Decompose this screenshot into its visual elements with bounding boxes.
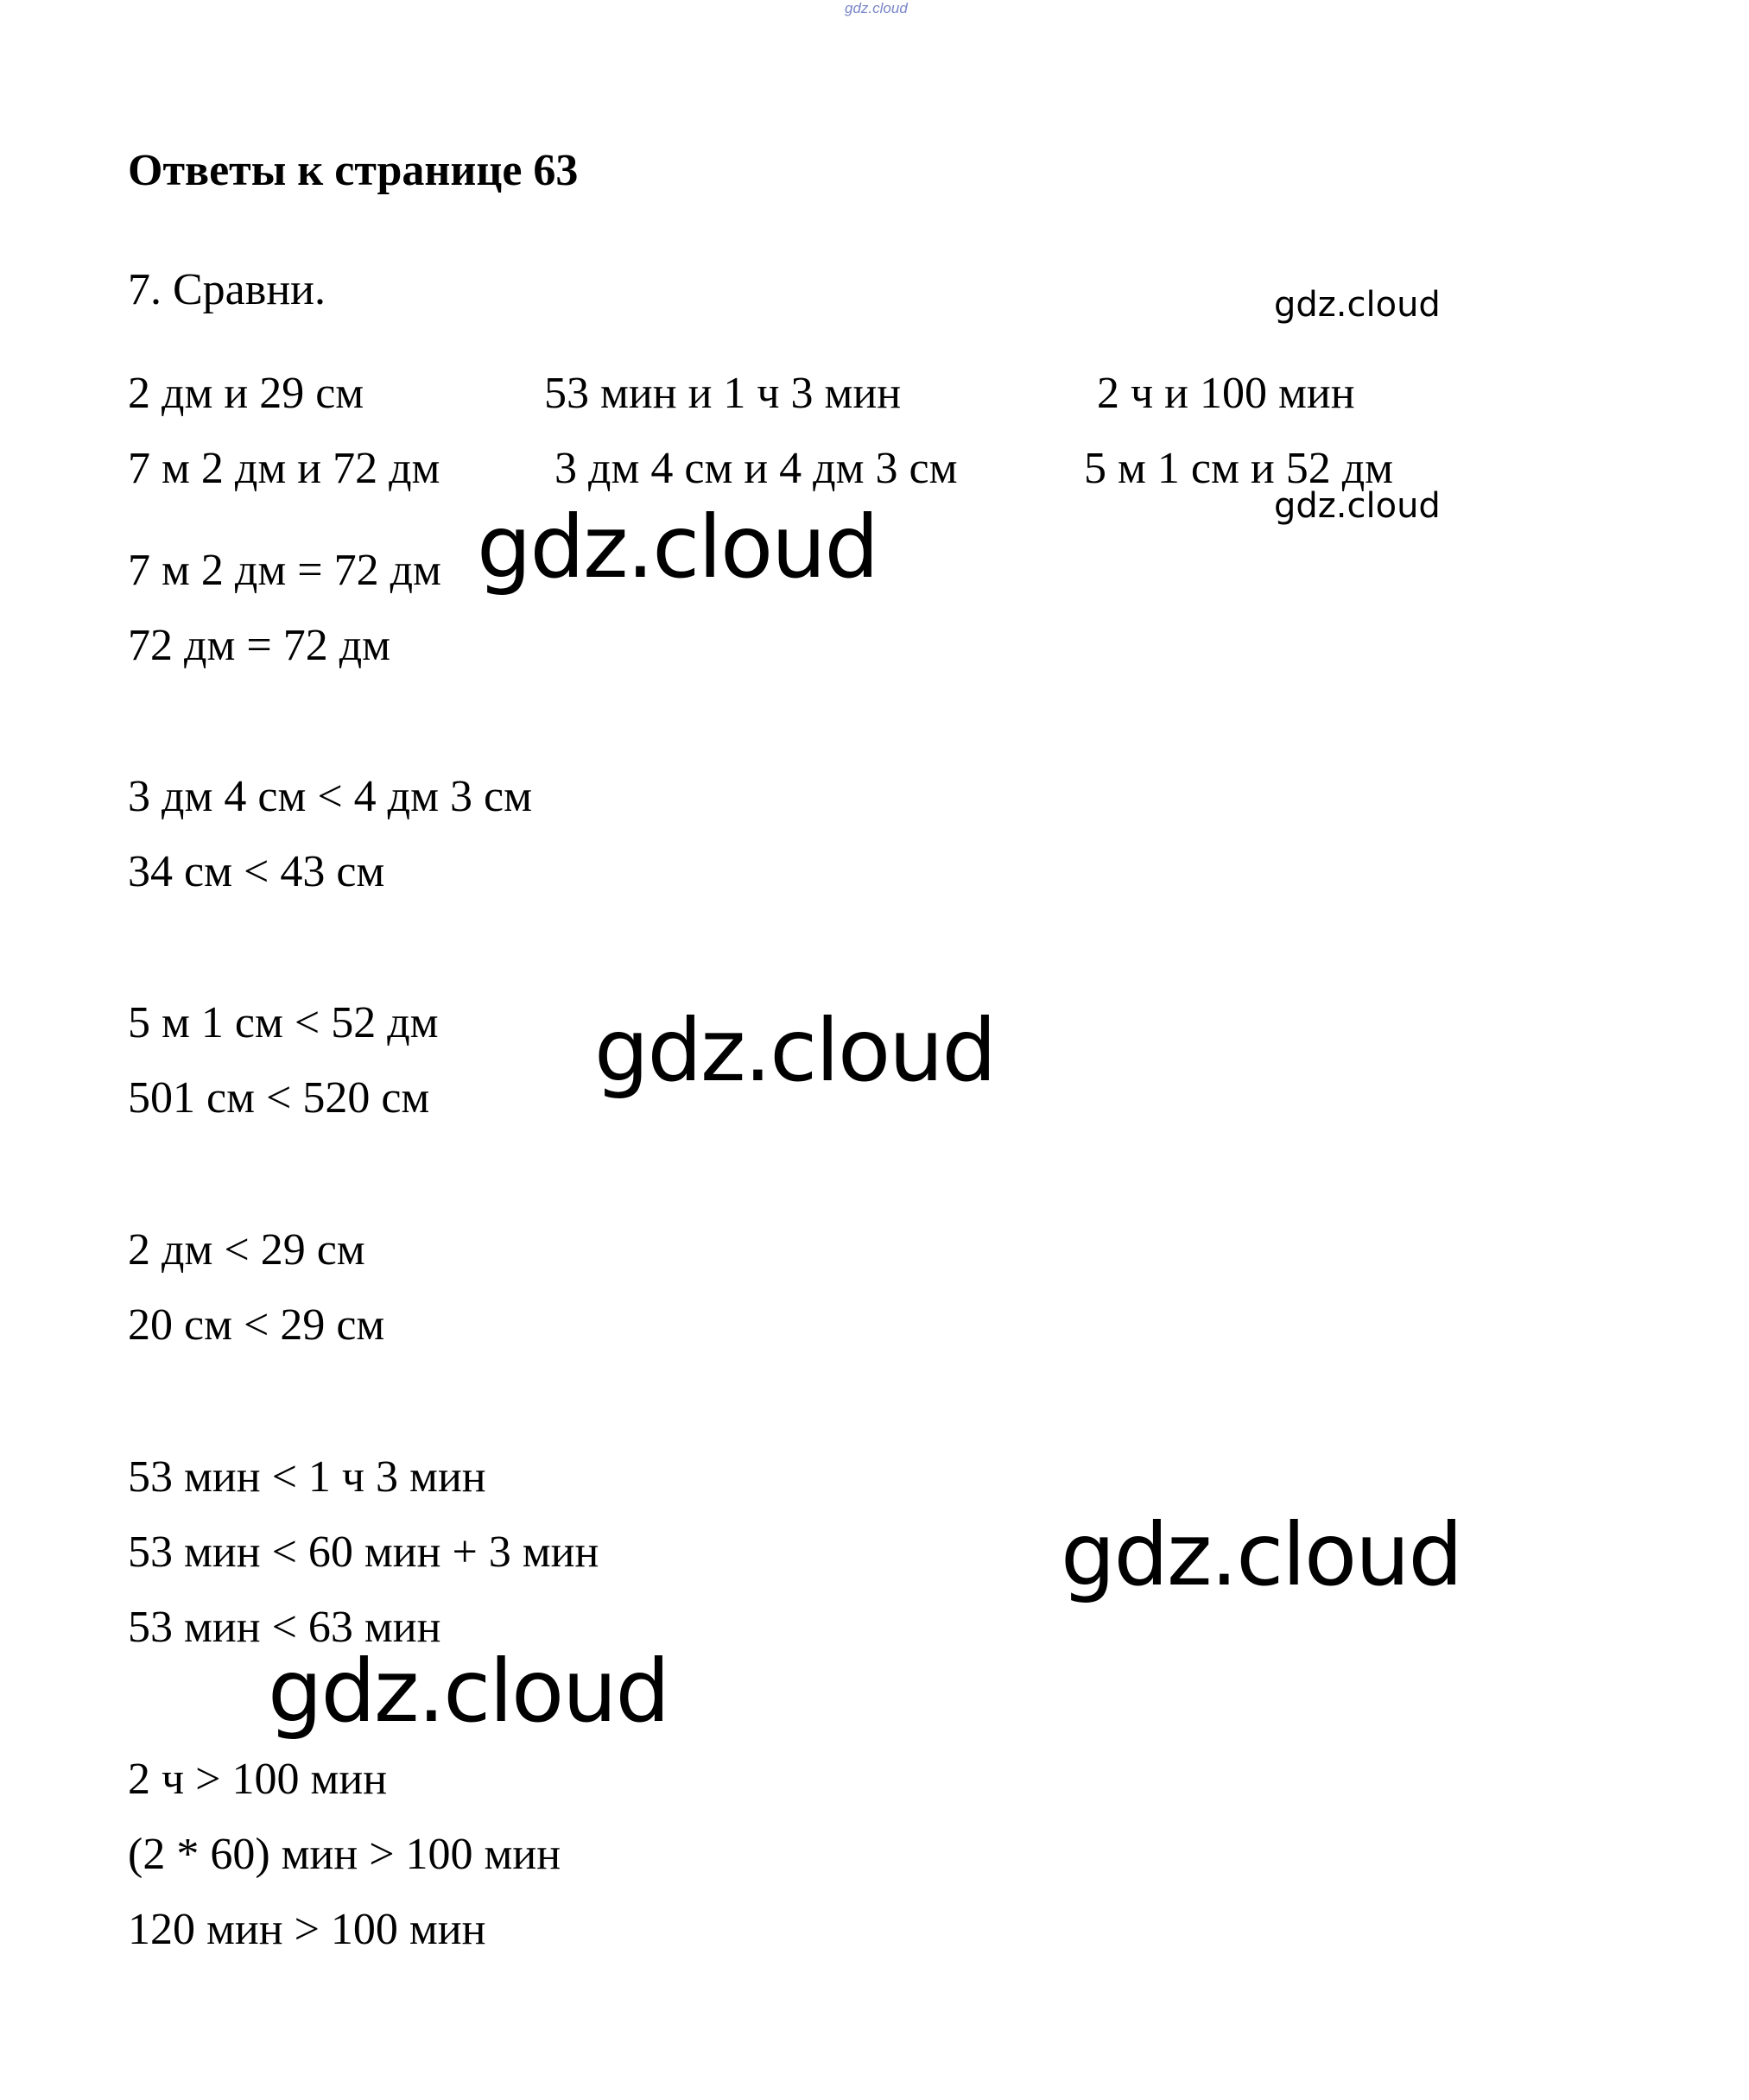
grid-cell-2-3: 5 м 1 см и 52 дм	[1084, 444, 1394, 493]
watermark-small-2: gdz.cloud	[1274, 486, 1441, 526]
grid-cell-1-3: 2 ч и 100 мин	[1097, 369, 1355, 418]
solution-5-line-3: 53 мин < 63 мин	[128, 1603, 441, 1652]
watermark-small-1: gdz.cloud	[1274, 285, 1441, 325]
solution-1-line-1: 7 м 2 дм = 72 дм	[128, 546, 441, 595]
grid-cell-1-2: 53 мин и 1 ч 3 мин	[544, 369, 902, 418]
grid-cell-2-2: 3 дм 4 см и 4 дм 3 см	[554, 444, 958, 493]
watermark-big-4: gdz.cloud	[268, 1641, 669, 1742]
solution-4-line-2: 20 см < 29 см	[128, 1300, 385, 1350]
solution-5-line-1: 53 мин < 1 ч 3 мин	[128, 1452, 486, 1502]
solution-3-line-2: 501 см < 520 см	[128, 1073, 430, 1123]
solution-6-line-3: 120 мин > 100 мин	[128, 1905, 486, 1954]
watermark-big-1: gdz.cloud	[477, 497, 878, 598]
top-watermark: gdz.cloud	[845, 0, 908, 16]
solution-6-line-1: 2 ч > 100 мин	[128, 1755, 388, 1804]
page-title: Ответы к странице 63	[128, 146, 579, 195]
solution-2-line-1: 3 дм 4 см < 4 дм 3 см	[128, 772, 533, 821]
watermark-big-3: gdz.cloud	[1061, 1504, 1462, 1605]
solution-1-line-2: 72 дм = 72 дм	[128, 621, 391, 670]
watermark-big-2: gdz.cloud	[594, 1000, 996, 1101]
task-label: 7. Сравни.	[128, 265, 326, 314]
solution-2-line-2: 34 см < 43 см	[128, 847, 385, 896]
grid-cell-1-1: 2 дм и 29 см	[128, 369, 364, 418]
solution-3-line-1: 5 м 1 см < 52 дм	[128, 998, 439, 1047]
grid-cell-2-1: 7 м 2 дм и 72 дм	[128, 444, 440, 493]
solution-5-line-2: 53 мин < 60 мин + 3 мин	[128, 1528, 599, 1577]
solution-6-line-2: (2 * 60) мин > 100 мин	[128, 1830, 561, 1879]
solution-4-line-1: 2 дм < 29 см	[128, 1225, 365, 1275]
